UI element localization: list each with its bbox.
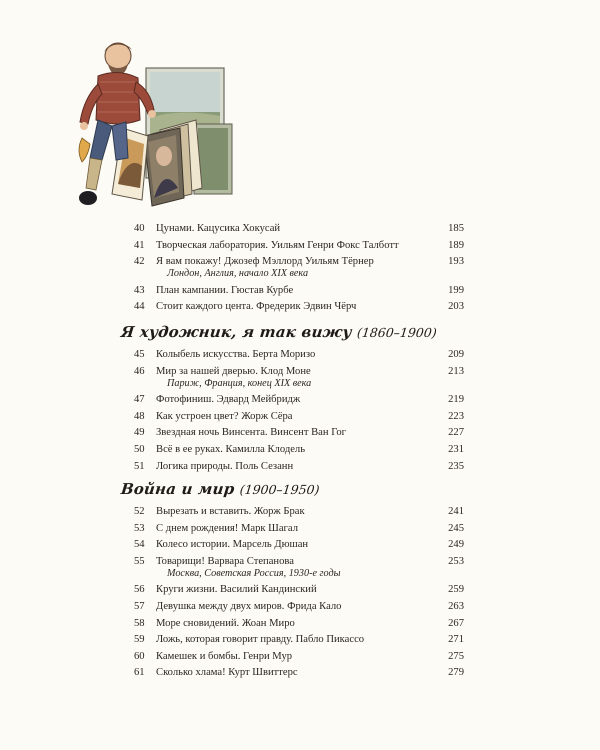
chapter-title: С днем рождения! Марк Шагал xyxy=(156,522,298,534)
chapter-number: 58 xyxy=(134,617,145,629)
page-number: 253 xyxy=(448,555,464,567)
chapter-title: Ложь, которая говорит правду. Пабло Пикассо xyxy=(156,634,365,646)
chapter-number: 47 xyxy=(134,394,145,406)
chapter-number: 48 xyxy=(134,410,145,422)
section-range: (1900–1950) xyxy=(239,482,321,497)
chapter-title: Звездная ночь Винсента. Винсент Ван Гог xyxy=(156,427,347,439)
chapter-title: Круги жизни. Василий Кандинский xyxy=(156,584,317,596)
chapter-number: 42 xyxy=(134,256,145,268)
chapter-title: Сколько хлама! Курт Швиттерс xyxy=(156,667,298,679)
toc-group-2 xyxy=(134,348,464,476)
chapter-subtitle: Москва, Советская Россия, 1930-е годы xyxy=(167,567,341,579)
chapter-number: 53 xyxy=(134,522,145,534)
chapter-number: 49 xyxy=(134,427,145,439)
chapter-title: Творческая лаборатория. Уильям Генри Фокс Талботт xyxy=(156,239,399,251)
page-number: 259 xyxy=(448,584,464,596)
chapter-number: 59 xyxy=(134,634,145,646)
page-number: 185 xyxy=(448,223,464,234)
page-number: 219 xyxy=(448,394,464,406)
chapter-title: Логика природы. Поль Сезанн xyxy=(156,460,294,472)
chapter-title: Вырезать и вставить. Жорж Брак xyxy=(156,506,305,517)
chapter-title: Я вам покажу! Джозеф Мэллорд Уильям Тёрнер xyxy=(156,256,374,268)
section-range: (1860–1900) xyxy=(356,325,438,340)
page-number: 189 xyxy=(448,239,464,251)
chapter-number: 52 xyxy=(134,506,145,517)
page-number: 245 xyxy=(448,522,464,534)
toc-entry xyxy=(134,410,464,423)
toc-entry xyxy=(134,617,464,630)
toc-entry xyxy=(134,365,464,390)
toc-entry xyxy=(134,600,464,613)
toc-group-1 xyxy=(134,222,464,317)
toc-entry xyxy=(134,650,464,663)
toc-entry xyxy=(134,522,464,535)
chapter-title: Фотофиниш. Эдвард Мейбридж xyxy=(156,394,301,406)
chapter-title: Колыбель искусства. Берта Моризо xyxy=(156,349,316,360)
chapter-number: 50 xyxy=(134,443,145,455)
chapter-number: 41 xyxy=(134,239,145,251)
chapter-number: 57 xyxy=(134,600,145,612)
section-title: Война и мир xyxy=(120,480,236,498)
toc-entry xyxy=(134,633,464,646)
toc-entry xyxy=(134,505,464,518)
section-title: Я художник, я так вижу xyxy=(120,323,353,341)
toc-entry xyxy=(134,255,464,280)
chapter-number: 51 xyxy=(134,460,145,472)
chapter-number: 54 xyxy=(134,539,145,551)
page-number: 231 xyxy=(448,443,464,455)
toc-group-3 xyxy=(134,505,464,683)
artist-with-paintings-illustration xyxy=(68,38,248,210)
page-number: 235 xyxy=(448,460,464,472)
page-number: 279 xyxy=(448,667,464,679)
chapter-title: Мир за нашей дверью. Клод Моне xyxy=(156,365,311,377)
toc-entry xyxy=(134,348,464,361)
page-number: 199 xyxy=(448,284,464,296)
chapter-title: Камешек и бомбы. Генри Мур xyxy=(156,650,293,662)
page-number: 249 xyxy=(448,539,464,551)
page-number: 213 xyxy=(448,365,464,377)
toc-entry xyxy=(134,222,464,235)
chapter-number: 44 xyxy=(134,301,145,313)
chapter-number: 60 xyxy=(134,650,145,662)
chapter-title: Всё в ее руках. Камилла Клодель xyxy=(156,443,306,455)
chapter-subtitle: Лондон, Англия, начало XIX века xyxy=(167,268,309,280)
page-number: 241 xyxy=(448,506,464,517)
toc-entry xyxy=(134,443,464,456)
chapter-title: Цунами. Кацусика Хокусай xyxy=(156,223,281,234)
page-number: 271 xyxy=(448,634,464,646)
chapter-title: Стоит каждого цента. Фредерик Эдвин Чёрч xyxy=(156,301,357,313)
toc-entry xyxy=(134,583,464,596)
page-number: 203 xyxy=(448,301,464,313)
toc-entry xyxy=(134,460,464,473)
page-number: 227 xyxy=(448,427,464,439)
toc-entry xyxy=(134,393,464,406)
page-number: 275 xyxy=(448,650,464,662)
page-number: 267 xyxy=(448,617,464,629)
toc-entry xyxy=(134,300,464,313)
chapter-title: Товарищи! Варвара Степанова xyxy=(156,555,294,567)
chapter-subtitle: Париж, Франция, конец XIX века xyxy=(167,377,312,389)
toc-entry xyxy=(134,538,464,551)
toc-entry xyxy=(134,426,464,439)
toc-entry xyxy=(134,555,464,580)
page-number: 263 xyxy=(448,600,464,612)
section-heading-1860-1900 xyxy=(120,323,438,341)
chapter-title: Море сновидений. Жоан Миро xyxy=(156,617,295,629)
toc-entry xyxy=(134,666,464,679)
chapter-number: 55 xyxy=(134,555,145,567)
page-number: 193 xyxy=(448,256,464,268)
chapter-title: Девушка между двух миров. Фрида Кало xyxy=(156,600,342,612)
chapter-number: 43 xyxy=(134,284,145,296)
chapter-title: Колесо истории. Марсель Дюшан xyxy=(156,539,309,551)
chapter-title: План кампании. Гюстав Курбе xyxy=(156,284,294,296)
chapter-number: 45 xyxy=(134,349,145,360)
chapter-title: Как устроен цвет? Жорж Сёра xyxy=(156,410,293,422)
chapter-number: 56 xyxy=(134,584,145,596)
section-heading-1900-1950 xyxy=(120,480,320,498)
chapter-number: 46 xyxy=(134,365,145,377)
chapter-number: 40 xyxy=(134,223,145,234)
chapter-number: 61 xyxy=(134,667,145,679)
page-number: 223 xyxy=(448,410,464,422)
page-number: 209 xyxy=(448,349,464,360)
toc-entry xyxy=(134,284,464,297)
toc-entry xyxy=(134,239,464,252)
